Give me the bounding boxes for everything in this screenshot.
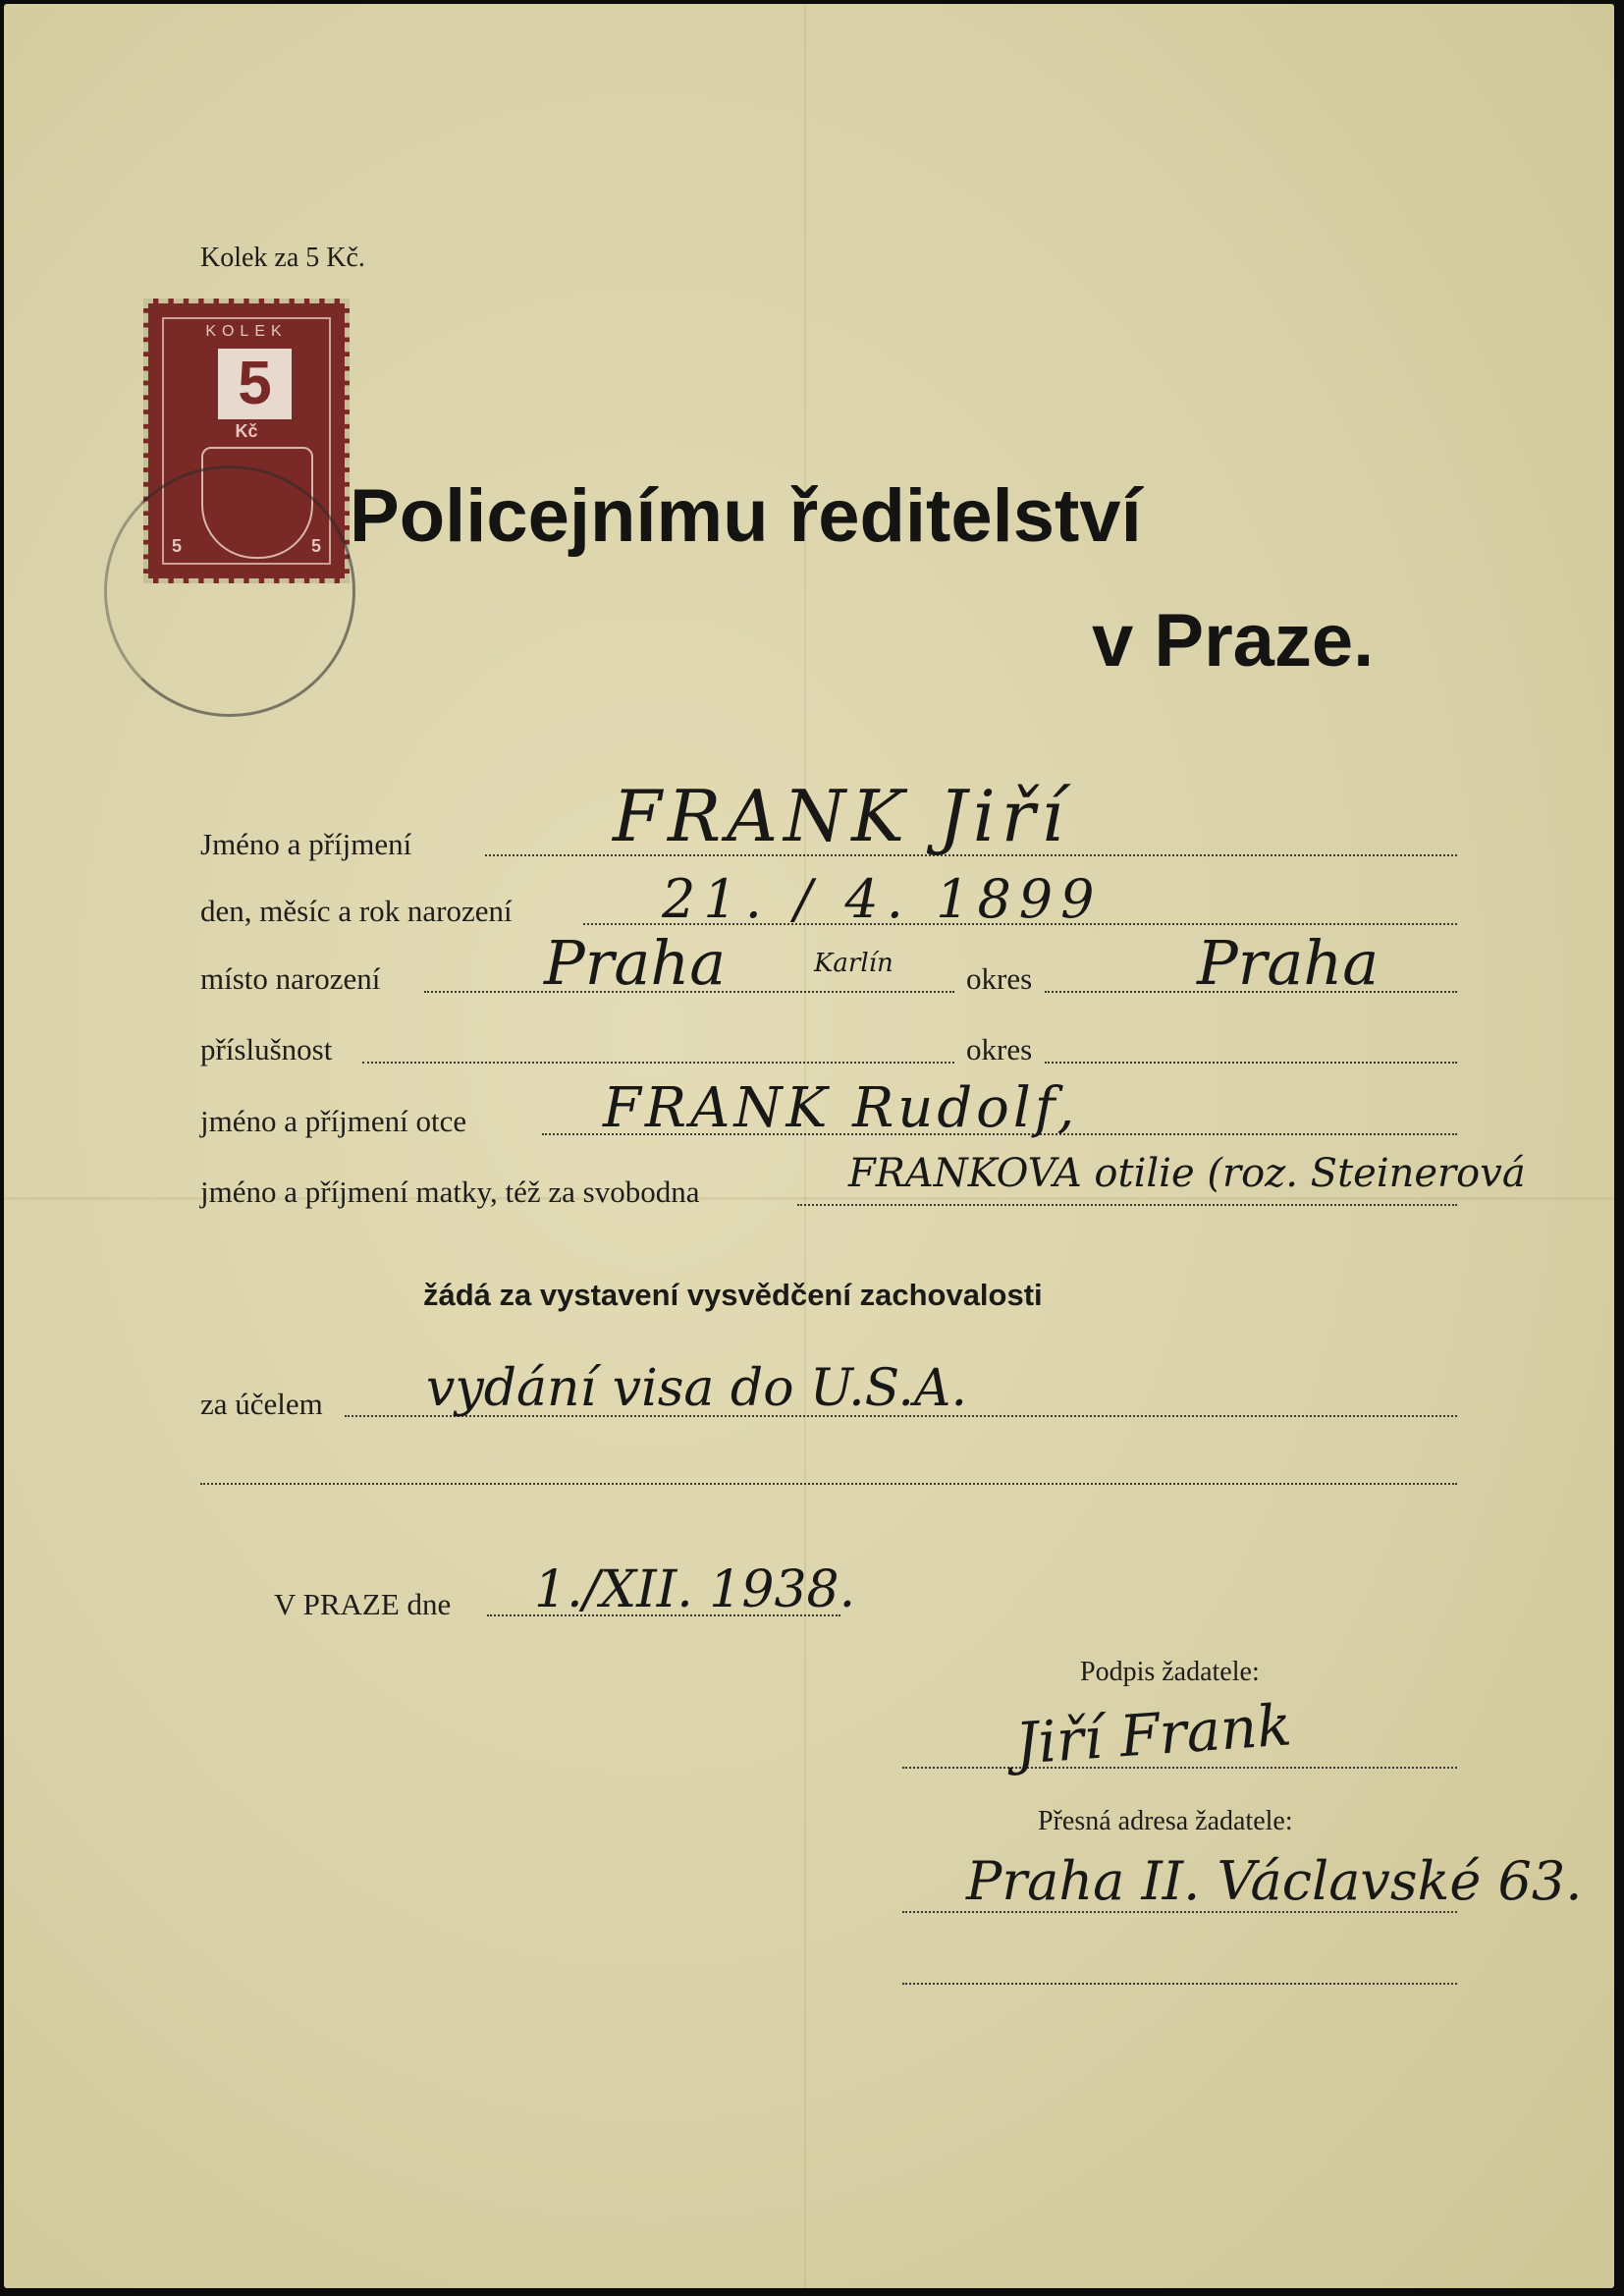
label-birth-place: místo narození (200, 961, 381, 996)
stamp-corner-right: 5 (310, 536, 321, 556)
stamp-label: KOLEK (205, 323, 288, 340)
field-purpose-line-2 (200, 1483, 1457, 1485)
stamp-unit: Kč (235, 421, 258, 441)
request-text: žádá za vystavení vysvědčení zachovalosti (423, 1278, 1043, 1312)
label-purpose-text: za účelem (200, 1387, 323, 1421)
field-purpose: vydání visa do U.S.A. (426, 1359, 968, 1418)
fold-crease-vertical (804, 4, 806, 2288)
label-mother: jméno a příjmení matky, též za svobodna (200, 1175, 700, 1209)
label-district: okres (966, 961, 1033, 996)
stamp-value: 5 (218, 349, 292, 419)
label-district-2: okres (966, 1032, 1033, 1066)
label-name: Jméno a příjmení (200, 827, 412, 861)
stamp-caption: Kolek za 5 Kč. (200, 243, 365, 273)
field-father: FRANK Rudolf, (603, 1076, 1079, 1140)
document-paper (4, 4, 1614, 2288)
field-domicile-line (362, 1062, 954, 1064)
label-date: V PRAZE dne (274, 1587, 452, 1621)
field-mother: FRANKOVA otilie (roz. Steinerová (848, 1151, 1526, 1196)
field-district: Praha (1197, 927, 1380, 999)
field-name: FRANK Jiří (613, 775, 1070, 857)
field-birth-date: 21. / 4. 1899 (662, 868, 1103, 930)
field-signature-line (902, 1767, 1457, 1769)
field-address: Praha II. Václavské 63. (966, 1850, 1583, 1912)
field-date: 1./XII. 1938. (534, 1560, 856, 1619)
stamp-corner-left: 5 (172, 536, 183, 556)
label-domicile: příslušnost (200, 1032, 333, 1066)
field-birth-place: Praha (544, 927, 727, 999)
cancellation-postmark-icon (104, 465, 355, 717)
label-father: jméno a příjmení otce (200, 1104, 467, 1138)
page-title-line2: v Praze. (1092, 599, 1375, 683)
field-address-line-2 (902, 1983, 1457, 1985)
label-signature: Podpis žadatele: (1080, 1657, 1260, 1687)
label-address: Přesná adresa žadatele: (1038, 1806, 1293, 1836)
field-birth-place-note: Karlín (814, 949, 893, 978)
field-district-2-line (1045, 1062, 1457, 1064)
field-mother-line (797, 1204, 1457, 1206)
field-signature: Jiří Frank (1012, 1691, 1294, 1777)
label-birth-date: den, měsíc a rok narození (200, 894, 513, 928)
page-title: Policejnímu ředitelství (350, 474, 1142, 558)
